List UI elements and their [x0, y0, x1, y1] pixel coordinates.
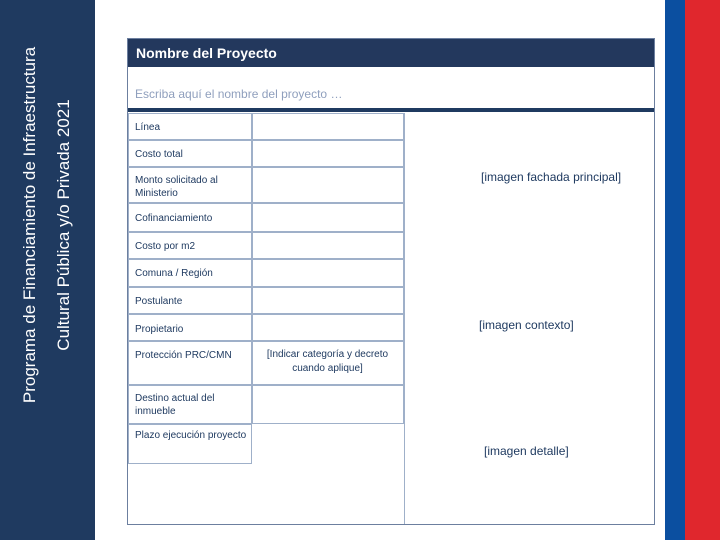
value-cell-destino[interactable] [252, 385, 404, 424]
project-header [128, 39, 654, 67]
field-label-propietario: Propietario [135, 324, 184, 335]
project-name-placeholder[interactable]: Escriba aquí el nombre del proyecto … [135, 87, 343, 101]
protection-note: [Indicar categoría y decreto cuando aplique] [266, 349, 389, 374]
flag-stripe-blue [665, 0, 685, 540]
field-row [128, 140, 252, 167]
field-row [128, 287, 252, 314]
field-label-cofinanciamiento: Cofinanciamiento [135, 213, 213, 224]
project-header-text: Nombre del Proyecto [136, 45, 277, 61]
field-label-monto: Monto solicitado al Ministerio [135, 175, 218, 199]
field-row [128, 314, 252, 341]
field-label-destino: Destino actual del inmueble [135, 393, 215, 417]
field-label-proteccion: Protección PRC/CMN [135, 350, 232, 361]
image-placeholder-context: [imagen contexto] [479, 318, 574, 332]
field-label-postulante: Postulante [135, 296, 183, 307]
field-row [128, 232, 252, 259]
flag-stripe-red [685, 0, 720, 540]
value-cell-comuna[interactable] [252, 259, 404, 287]
value-cell-monto[interactable] [252, 167, 404, 203]
value-cell-propietario[interactable] [252, 314, 404, 341]
field-row [128, 259, 252, 287]
field-row [128, 341, 252, 385]
value-cell-costo-total[interactable] [252, 140, 404, 167]
field-row [128, 424, 252, 464]
value-cell-postulante[interactable] [252, 287, 404, 314]
program-title-line2: Cultural Pública y/o Privada 2021 [54, 99, 73, 351]
field-label-costo-total: Costo total [135, 149, 183, 160]
field-row [128, 385, 252, 424]
field-row [128, 203, 252, 232]
field-label-linea: Línea [135, 122, 161, 133]
sidebar-banner [0, 0, 95, 540]
program-title-line1: Programa de Financiamiento de Infraestructura [20, 46, 39, 404]
field-row [128, 113, 252, 140]
program-year: 2021 [54, 99, 73, 138]
column-divider [404, 113, 405, 524]
field-label-costo-m2: Costo por m2 [135, 241, 196, 252]
header-divider [128, 108, 654, 112]
field-label-plazo: Plazo ejecución proyecto [135, 430, 247, 441]
value-cell-cofinanciamiento[interactable] [252, 203, 404, 232]
value-cell-linea[interactable] [252, 113, 404, 140]
image-placeholder-detail: [imagen detalle] [484, 444, 569, 458]
field-row [128, 167, 252, 203]
field-label-comuna: Comuna / Región [135, 268, 213, 279]
image-placeholder-main: [imagen fachada principal] [481, 170, 622, 184]
value-cell-costo-m2[interactable] [252, 232, 404, 259]
program-title [13, 5, 81, 445]
